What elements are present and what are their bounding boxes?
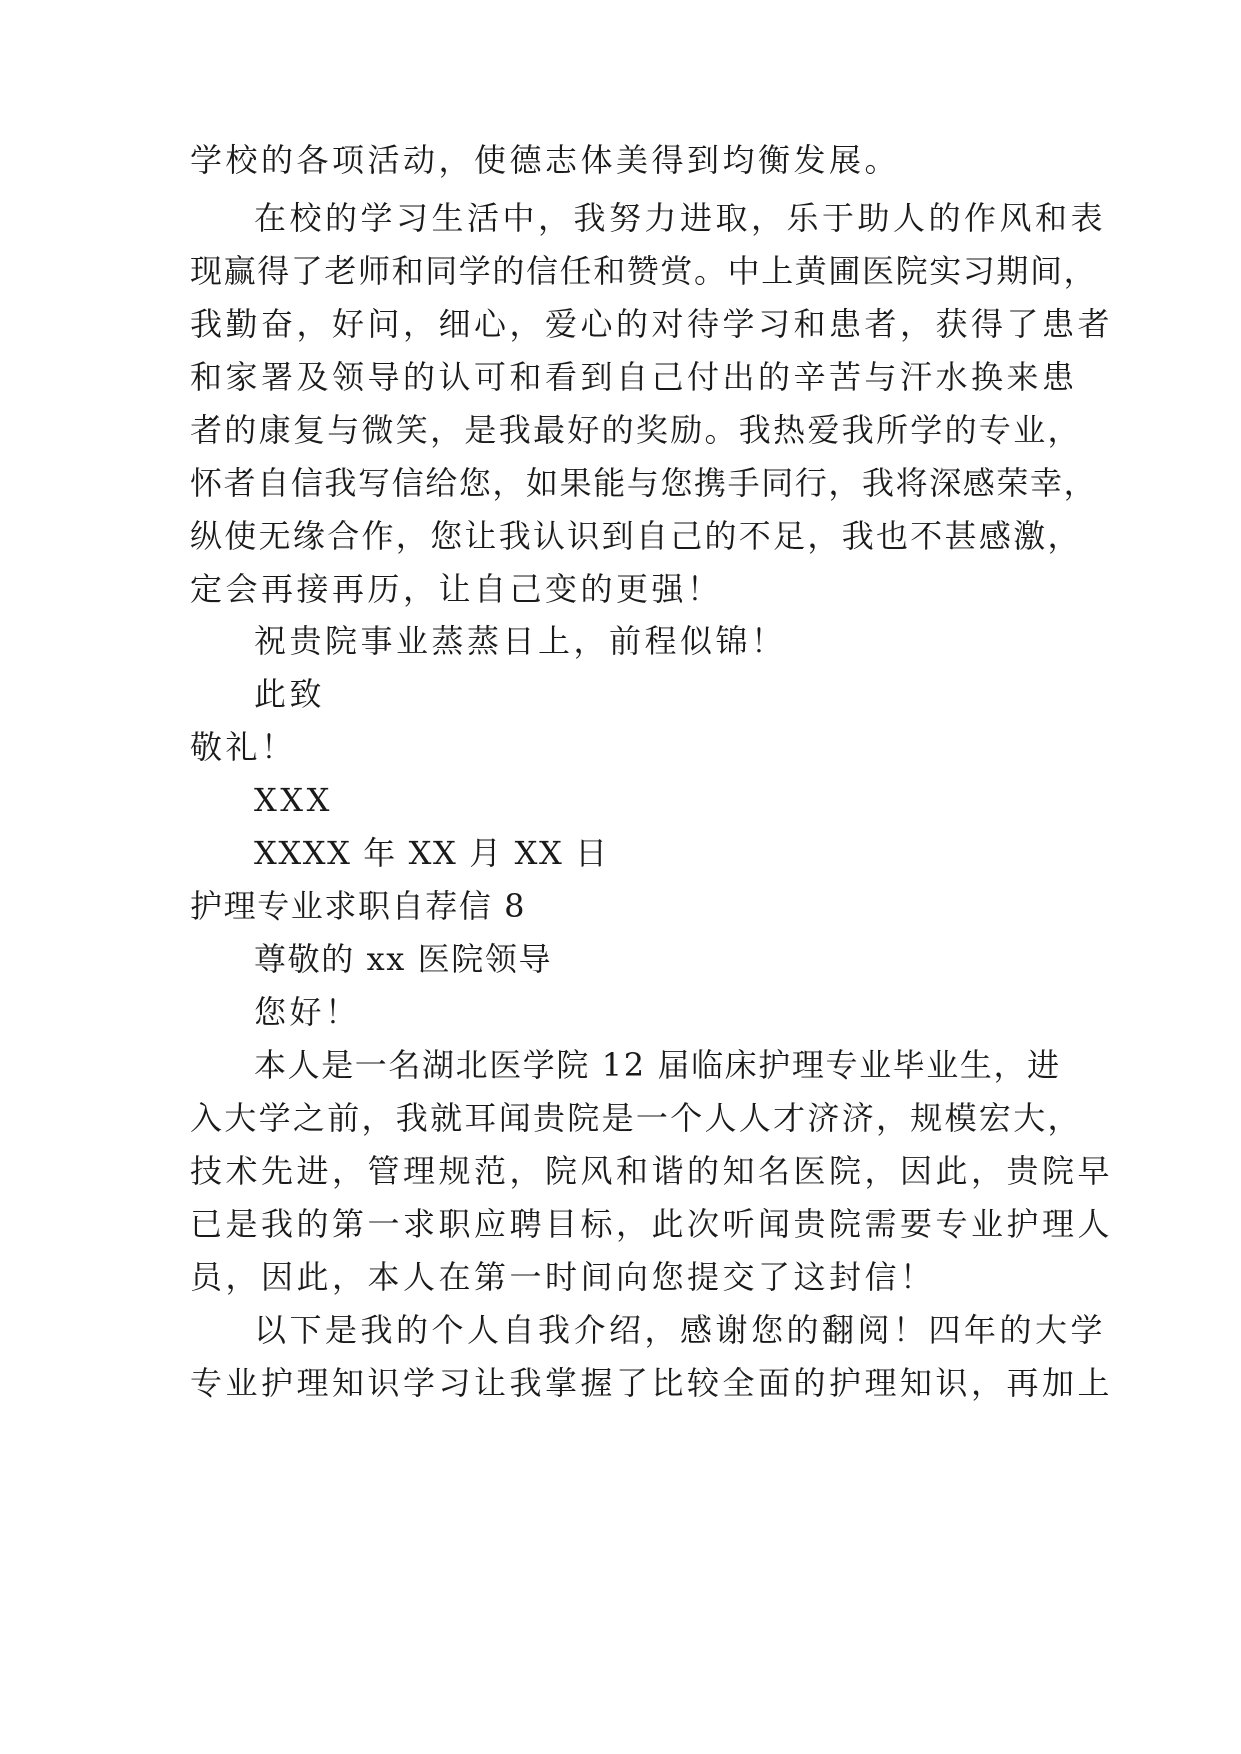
text-line: 学校的各项活动，使德志体美得到均衡发展。 bbox=[190, 141, 901, 179]
text-line: 定会再接再历，让自己变的更强！ bbox=[190, 570, 723, 608]
text-line: 者的康复与微笑，是我最好的奖励。我热爱我所学的专业， bbox=[190, 411, 1082, 449]
greeting: 您好！ bbox=[254, 993, 361, 1031]
text-line: 入大学之前，我就耳闻贵院是一个人人才济济，规模宏大， bbox=[190, 1099, 1082, 1137]
text-line: 怀者自信我写信给您，如果能与您携手同行，我将深感荣幸， bbox=[190, 464, 1098, 502]
section-heading: 护理专业求职自荐信 8 bbox=[190, 887, 527, 925]
text-line: 本人是一名湖北医学院 12 届临床护理专业毕业生，进 bbox=[254, 1046, 1061, 1084]
signature-date: XXXX 年 XX 月 XX 日 bbox=[254, 834, 609, 872]
text-line: 我勤奋，好问，细心，爱心的对待学习和患者，获得了患者 bbox=[190, 305, 1114, 343]
text-line: 专业护理知识学习让我掌握了比较全面的护理知识，再加上 bbox=[190, 1364, 1114, 1402]
text-line: 祝贵院事业蒸蒸日上，前程似锦！ bbox=[254, 622, 787, 660]
text-line: 已是我的第一求职应聘目标，此次听闻贵院需要专业护理人 bbox=[190, 1205, 1114, 1243]
text-line: 在校的学习生活中，我努力进取，乐于助人的作风和表 bbox=[254, 199, 1107, 237]
closing-salutation: 此致 bbox=[254, 675, 326, 713]
text-line: 员，因此，本人在第一时间向您提交了这封信！ bbox=[190, 1258, 936, 1296]
greeting-recipient: 尊敬的 xx 医院领导 bbox=[254, 940, 553, 978]
text-line: 和家署及领导的认可和看到自己付出的辛苦与汗水换来患 bbox=[190, 358, 1078, 396]
text-line: 技术先进，管理规范，院风和谐的知名医院，因此，贵院早 bbox=[190, 1152, 1114, 1190]
text-line: 纵使无缘合作，您让我认识到自己的不足，我也不甚感激， bbox=[190, 517, 1082, 555]
text-line: 现赢得了老师和同学的信任和赞赏。中上黄圃医院实习期间， bbox=[190, 252, 1098, 290]
signature-name: XXX bbox=[254, 781, 333, 819]
closing-regards: 敬礼！ bbox=[190, 728, 297, 766]
text-line: 以下是我的个人自我介绍，感谢您的翻阅！四年的大学 bbox=[254, 1311, 1107, 1349]
